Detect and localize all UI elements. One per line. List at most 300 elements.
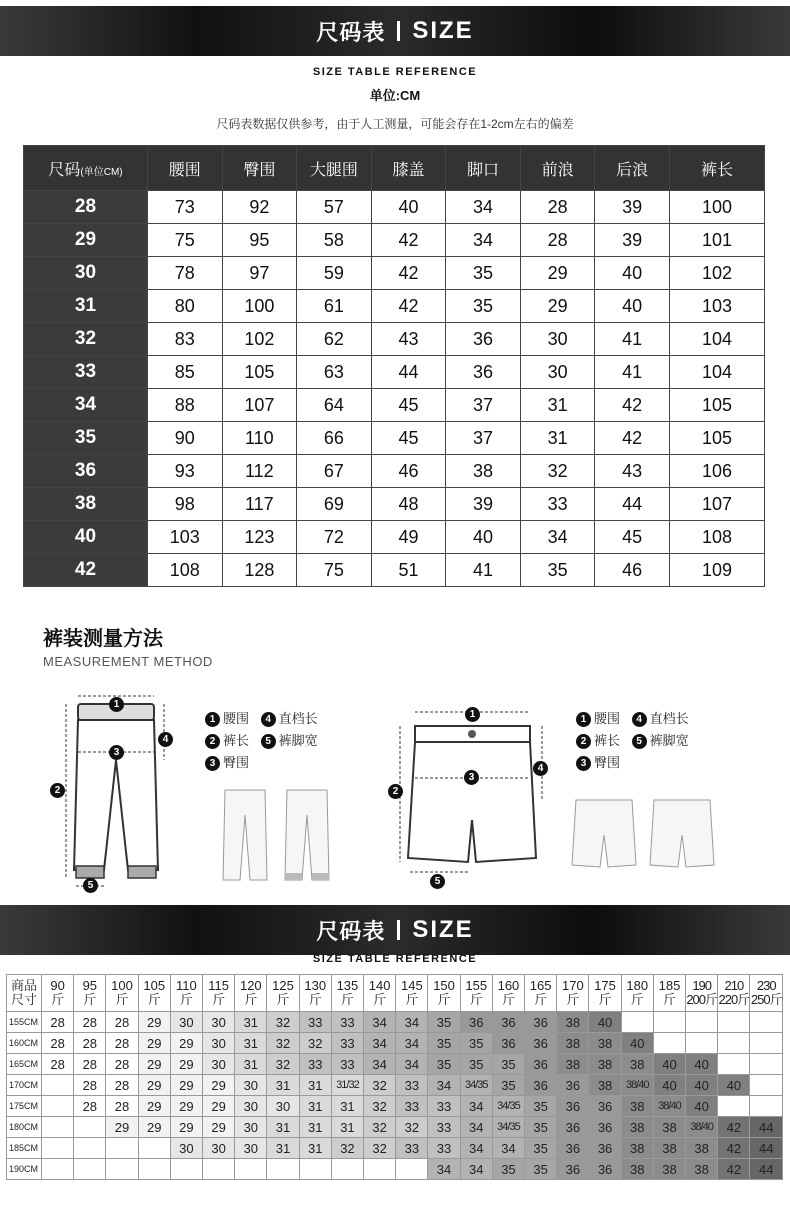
size-row	[24, 257, 765, 290]
recommend-cell: 32	[364, 1138, 396, 1159]
recommend-cell: 34/35	[492, 1117, 524, 1138]
recommend-cell	[299, 1159, 331, 1180]
recommend-cell: 38	[557, 1033, 589, 1054]
height-row	[7, 1159, 783, 1180]
size-row	[24, 554, 765, 587]
recommend-cell	[686, 1012, 718, 1033]
size-cell: 40	[595, 257, 670, 290]
size-cell: 45	[371, 389, 446, 422]
recommend-cell: 36	[589, 1138, 621, 1159]
recommend-cell: 30	[267, 1096, 299, 1117]
recommend-cell: 35	[428, 1033, 460, 1054]
recommend-cell	[42, 1138, 74, 1159]
recommend-cell	[170, 1159, 202, 1180]
recommend-cell: 31	[331, 1117, 363, 1138]
col-leg-opening: 脚口	[446, 146, 521, 191]
recommend-cell: 28	[42, 1054, 74, 1075]
size-row	[24, 323, 765, 356]
recommend-cell: 34/35	[460, 1075, 492, 1096]
size-cell: 75	[148, 224, 223, 257]
size-cell: 34	[520, 521, 595, 554]
recommend-cell: 36	[589, 1117, 621, 1138]
recommend-cell: 36	[557, 1117, 589, 1138]
recommend-cell: 38	[589, 1033, 621, 1054]
size-cell: 59	[297, 257, 372, 290]
recommend-cell: 35	[428, 1054, 460, 1075]
weight-header-row	[7, 975, 783, 1012]
recommend-cell: 35	[492, 1075, 524, 1096]
recommend-cell: 38/40	[621, 1075, 653, 1096]
size-row-label: 31	[24, 290, 148, 323]
recommend-cell: 32	[267, 1012, 299, 1033]
size-cell: 69	[297, 488, 372, 521]
recommend-cell: 31	[267, 1138, 299, 1159]
recommend-cell: 29	[203, 1096, 235, 1117]
recommend-cell: 40	[686, 1054, 718, 1075]
recommend-cell: 31	[331, 1096, 363, 1117]
height-label: 160CM	[7, 1033, 42, 1054]
recommend-cell: 33	[428, 1117, 460, 1138]
size-cell: 103	[670, 290, 765, 323]
marker-3-icon: 3	[109, 745, 124, 760]
size-cell: 64	[297, 389, 372, 422]
size-cell: 95	[222, 224, 297, 257]
size-cell: 105	[670, 389, 765, 422]
recommend-cell: 34	[492, 1138, 524, 1159]
recommend-cell: 44	[750, 1138, 783, 1159]
recommend-cell: 36	[492, 1012, 524, 1033]
recommend-cell: 40	[686, 1096, 718, 1117]
weight-header: 210 220斤	[718, 975, 750, 1012]
shorts-marker-5-icon: 5	[430, 874, 445, 889]
recommend-cell: 40	[589, 1012, 621, 1033]
weight-header: 140 斤	[364, 975, 396, 1012]
col-waist: 腰围	[148, 146, 223, 191]
recommend-cell	[750, 1012, 783, 1033]
size-table-subtitle: SIZE TABLE REFERENCE	[312, 66, 478, 78]
recommend-cell: 38	[557, 1012, 589, 1033]
size-cell: 104	[670, 323, 765, 356]
recommend-cell: 36	[525, 1033, 557, 1054]
shorts-marker-3-icon: 3	[464, 770, 479, 785]
recommend-cell: 36	[557, 1075, 589, 1096]
size-cell: 109	[670, 554, 765, 587]
recommend-cell: 40	[653, 1075, 685, 1096]
height-label: 170CM	[7, 1075, 42, 1096]
size-cell: 107	[222, 389, 297, 422]
recommend-cell: 35	[460, 1033, 492, 1054]
size-row	[24, 224, 765, 257]
size-cell: 34	[446, 191, 521, 224]
size-cell: 110	[222, 422, 297, 455]
size-cell: 107	[670, 488, 765, 521]
recommend-cell: 29	[170, 1075, 202, 1096]
recommend-cell	[718, 1033, 750, 1054]
recommend-cell: 33	[396, 1075, 428, 1096]
recommend-cell: 28	[42, 1012, 74, 1033]
recommend-cell: 31	[267, 1117, 299, 1138]
recommend-cell: 38/40	[653, 1096, 685, 1117]
recommend-cell	[750, 1033, 783, 1054]
recommend-cell	[106, 1138, 138, 1159]
size-cell: 88	[148, 389, 223, 422]
legend-long-pants: 1 腰围 4 直档长 2 裤长 5 裤脚宽 3 臀围	[205, 708, 326, 774]
recommend-cell: 29	[170, 1117, 202, 1138]
recommend-cell: 34	[460, 1159, 492, 1180]
recommend-cell: 38	[621, 1096, 653, 1117]
recommend-cell	[718, 1012, 750, 1033]
size-cell: 46	[371, 455, 446, 488]
weight-header: 185 斤	[653, 975, 685, 1012]
size-cell: 41	[595, 323, 670, 356]
recommend-cell: 33	[299, 1054, 331, 1075]
size-cell: 80	[148, 290, 223, 323]
recommend-cell: 32	[299, 1033, 331, 1054]
height-label: 180CM	[7, 1117, 42, 1138]
banner2-title: 尺码表	[316, 918, 386, 944]
size-row-label: 36	[24, 455, 148, 488]
recommend-cell: 34	[460, 1117, 492, 1138]
recommend-cell: 38	[621, 1138, 653, 1159]
recommend-cell: 35	[492, 1159, 524, 1180]
recommend-cell: 30	[170, 1138, 202, 1159]
size-row	[24, 290, 765, 323]
size-row	[24, 422, 765, 455]
recommend-cell: 30	[203, 1012, 235, 1033]
measurement-title: 裤装测量方法	[43, 628, 163, 650]
size-cell: 51	[371, 554, 446, 587]
recommend-cell: 31	[299, 1138, 331, 1159]
size-cell: 93	[148, 455, 223, 488]
size-cell: 42	[595, 389, 670, 422]
recommend-cell: 32	[364, 1117, 396, 1138]
weight-header: 90 斤	[42, 975, 74, 1012]
recommend-cell: 28	[106, 1054, 138, 1075]
size-row-label: 35	[24, 422, 148, 455]
size-row-label: 28	[24, 191, 148, 224]
recommend-cell: 38	[686, 1159, 718, 1180]
size-cell: 34	[446, 224, 521, 257]
height-label: 165CM	[7, 1054, 42, 1075]
legend-shorts: 1 腰围 4 直档长 2 裤长 5 裤脚宽 3 臀围	[576, 708, 697, 774]
recommend-cell: 31	[299, 1096, 331, 1117]
recommend-cell	[42, 1117, 74, 1138]
weight-header: 190 200斤	[686, 975, 718, 1012]
recommend-cell	[74, 1138, 106, 1159]
recommend-cell	[396, 1159, 428, 1180]
col-length: 裤长	[670, 146, 765, 191]
weight-header: 100 斤	[106, 975, 138, 1012]
size-cell: 30	[520, 323, 595, 356]
recommend-cell: 40	[621, 1033, 653, 1054]
recommend-cell: 38	[621, 1054, 653, 1075]
size-cell: 39	[446, 488, 521, 521]
recommend-cell: 36	[557, 1159, 589, 1180]
shorts-marker-2-icon: 2	[388, 784, 403, 799]
recommend-cell: 38	[653, 1159, 685, 1180]
size-cell: 102	[222, 323, 297, 356]
recommend-cell: 32	[364, 1075, 396, 1096]
recommend-cell: 28	[74, 1033, 106, 1054]
size-cell: 36	[446, 356, 521, 389]
size-cell: 43	[371, 323, 446, 356]
marker-2-icon: 2	[50, 783, 65, 798]
weight-header: 145 斤	[396, 975, 428, 1012]
col-front-rise: 前浪	[520, 146, 595, 191]
recommend-cell: 28	[106, 1096, 138, 1117]
recommend-cell	[653, 1033, 685, 1054]
size-row	[24, 488, 765, 521]
recommend-cell	[203, 1159, 235, 1180]
weight-header: 160 斤	[492, 975, 524, 1012]
recommend-cell: 28	[106, 1033, 138, 1054]
recommend-cell: 30	[203, 1054, 235, 1075]
recommend-cell: 34	[364, 1033, 396, 1054]
marker-1-icon: 1	[109, 697, 124, 712]
recommend-cell: 35	[525, 1096, 557, 1117]
recommend-cell	[718, 1096, 750, 1117]
weight-header: 115 斤	[203, 975, 235, 1012]
size-cell: 30	[520, 356, 595, 389]
size-cell: 105	[670, 422, 765, 455]
weight-header: 155 斤	[460, 975, 492, 1012]
size-cell: 75	[297, 554, 372, 587]
size-cell: 37	[446, 422, 521, 455]
height-label: 190CM	[7, 1159, 42, 1180]
recommend-cell	[42, 1159, 74, 1180]
recommend-cell: 29	[170, 1033, 202, 1054]
weight-header: 110 斤	[170, 975, 202, 1012]
size-cell: 33	[520, 488, 595, 521]
recommend-cell: 28	[42, 1033, 74, 1054]
size-cell: 44	[371, 356, 446, 389]
recommend-cell: 35	[460, 1054, 492, 1075]
recommend-cell: 30	[235, 1138, 267, 1159]
size-cell: 72	[297, 521, 372, 554]
size-cell: 83	[148, 323, 223, 356]
measurement-subtitle: MEASUREMENT METHOD	[43, 654, 213, 669]
recommend-cell: 35	[525, 1159, 557, 1180]
recommend-cell: 32	[331, 1138, 363, 1159]
recommend-cell: 30	[203, 1138, 235, 1159]
weight-height-table	[6, 974, 783, 1180]
recommend-cell: 34	[396, 1012, 428, 1033]
recommend-cell	[74, 1159, 106, 1180]
size-cell: 57	[297, 191, 372, 224]
size-cell: 123	[222, 521, 297, 554]
recommend-cell: 40	[686, 1075, 718, 1096]
size-cell: 73	[148, 191, 223, 224]
size-cell: 100	[222, 290, 297, 323]
recommend-cell: 38	[589, 1075, 621, 1096]
recommend-cell: 31/32	[331, 1075, 363, 1096]
recommend-cell: 35	[525, 1138, 557, 1159]
weight-header: 165 斤	[525, 975, 557, 1012]
size-cell: 58	[297, 224, 372, 257]
recommend-cell: 29	[170, 1054, 202, 1075]
recommend-cell: 42	[718, 1138, 750, 1159]
size-cell: 128	[222, 554, 297, 587]
recommend-cell: 34	[460, 1138, 492, 1159]
size-cell: 46	[595, 554, 670, 587]
size-cell: 48	[371, 488, 446, 521]
recommend-cell: 34/35	[492, 1096, 524, 1117]
col-hip: 臀围	[222, 146, 297, 191]
recommend-cell: 29	[138, 1012, 170, 1033]
recommend-cell	[42, 1096, 74, 1117]
banner2-size-label: SIZE	[412, 916, 474, 943]
recommend-cell: 34	[396, 1033, 428, 1054]
recommend-cell	[235, 1159, 267, 1180]
weight-header: 120 斤	[235, 975, 267, 1012]
size-cell: 108	[670, 521, 765, 554]
recommend-cell: 38	[557, 1054, 589, 1075]
size-row	[24, 455, 765, 488]
recommend-cell: 28	[74, 1054, 106, 1075]
recommend-cell: 29	[138, 1054, 170, 1075]
height-label: 155CM	[7, 1012, 42, 1033]
recommend-cell: 34	[396, 1054, 428, 1075]
recommend-subtitle: SIZE TABLE REFERENCE	[312, 953, 478, 965]
recommend-cell: 31	[235, 1054, 267, 1075]
recommend-cell: 33	[331, 1012, 363, 1033]
height-row	[7, 1054, 783, 1075]
size-cell: 102	[670, 257, 765, 290]
size-cell: 85	[148, 356, 223, 389]
recommend-cell: 38	[589, 1054, 621, 1075]
recommend-cell: 34	[460, 1096, 492, 1117]
shorts-marker-1-icon: 1	[465, 707, 480, 722]
height-row	[7, 1033, 783, 1054]
recommend-cell: 28	[74, 1096, 106, 1117]
height-label: 175CM	[7, 1096, 42, 1117]
size-cell: 97	[222, 257, 297, 290]
size-cell: 49	[371, 521, 446, 554]
size-row-label: 33	[24, 356, 148, 389]
size-cell: 40	[446, 521, 521, 554]
height-label: 185CM	[7, 1138, 42, 1159]
recommend-cell: 34	[428, 1075, 460, 1096]
recommend-cell: 29	[203, 1075, 235, 1096]
recommend-cell: 36	[525, 1075, 557, 1096]
recommend-cell	[42, 1075, 74, 1096]
banner2-divider	[397, 920, 400, 940]
recommend-cell: 32	[267, 1033, 299, 1054]
size-cell: 45	[371, 422, 446, 455]
shorts-marker-4-icon: 4	[533, 761, 548, 776]
recommend-cell: 34	[364, 1054, 396, 1075]
recommend-cell: 33	[396, 1096, 428, 1117]
size-cell: 29	[520, 290, 595, 323]
size-cell: 42	[371, 257, 446, 290]
recommend-cell	[267, 1159, 299, 1180]
recommend-cell: 29	[203, 1117, 235, 1138]
shorts-diagram	[390, 700, 560, 895]
size-cell: 36	[446, 323, 521, 356]
weight-header: 175 斤	[589, 975, 621, 1012]
recommend-cell: 44	[750, 1117, 783, 1138]
recommend-cell	[106, 1159, 138, 1180]
size-cell: 67	[297, 455, 372, 488]
size-cell: 45	[595, 521, 670, 554]
recommend-cell: 28	[74, 1075, 106, 1096]
size-cell: 39	[595, 224, 670, 257]
recommend-cell	[653, 1012, 685, 1033]
recommend-cell	[138, 1138, 170, 1159]
size-cell: 35	[446, 290, 521, 323]
recommend-cell: 38	[621, 1117, 653, 1138]
recommend-cell	[750, 1075, 783, 1096]
recommend-cell: 40	[653, 1054, 685, 1075]
size-cell: 63	[297, 356, 372, 389]
size-cell: 35	[446, 257, 521, 290]
marker-5-icon: 5	[83, 878, 98, 893]
recommend-cell: 36	[589, 1096, 621, 1117]
recommend-cell: 32	[267, 1054, 299, 1075]
recommend-cell: 35	[492, 1054, 524, 1075]
size-cell: 29	[520, 257, 595, 290]
height-row	[7, 1096, 783, 1117]
recommend-cell: 33	[428, 1138, 460, 1159]
size-cell: 92	[222, 191, 297, 224]
size-cell: 101	[670, 224, 765, 257]
size-cell: 38	[446, 455, 521, 488]
recommend-cell	[718, 1054, 750, 1075]
long-pants-thumbnails	[215, 785, 335, 885]
size-cell: 28	[520, 191, 595, 224]
size-cell: 117	[222, 488, 297, 521]
size-cell: 41	[595, 356, 670, 389]
size-cell: 105	[222, 356, 297, 389]
unit-label: 单位:CM	[369, 88, 421, 103]
banner-size-label: SIZE	[412, 17, 474, 44]
recommend-cell: 36	[557, 1138, 589, 1159]
recommend-cell: 38	[653, 1138, 685, 1159]
recommend-cell	[331, 1159, 363, 1180]
recommend-cell: 29	[138, 1117, 170, 1138]
recommend-cell: 36	[460, 1012, 492, 1033]
recommend-cell: 36	[557, 1096, 589, 1117]
size-cell: 108	[148, 554, 223, 587]
recommend-cell	[686, 1033, 718, 1054]
recommend-cell: 34	[428, 1159, 460, 1180]
size-cell: 42	[371, 290, 446, 323]
size-cell: 103	[148, 521, 223, 554]
size-cell: 39	[595, 191, 670, 224]
recommend-cell: 28	[106, 1075, 138, 1096]
size-cell: 90	[148, 422, 223, 455]
recommend-cell: 42	[718, 1117, 750, 1138]
size-row-label: 29	[24, 224, 148, 257]
recommend-cell: 28	[74, 1012, 106, 1033]
recommend-cell: 35	[525, 1117, 557, 1138]
recommend-cell: 33	[428, 1096, 460, 1117]
size-cell: 42	[595, 422, 670, 455]
recommend-cell: 29	[138, 1075, 170, 1096]
recommend-cell	[750, 1054, 783, 1075]
recommend-cell: 36	[525, 1054, 557, 1075]
size-cell: 61	[297, 290, 372, 323]
recommend-cell: 36	[492, 1033, 524, 1054]
recommend-cell: 30	[170, 1012, 202, 1033]
col-back-rise: 后浪	[595, 146, 670, 191]
disclaimer-note: 尺码表数据仅供参考，由于人工测量，可能会存在1-2cm左右的偏差	[216, 117, 574, 131]
recommend-cell: 31	[299, 1075, 331, 1096]
size-cell: 98	[148, 488, 223, 521]
recommend-cell	[364, 1159, 396, 1180]
recommend-cell: 33	[396, 1138, 428, 1159]
recommend-cell: 38	[653, 1117, 685, 1138]
